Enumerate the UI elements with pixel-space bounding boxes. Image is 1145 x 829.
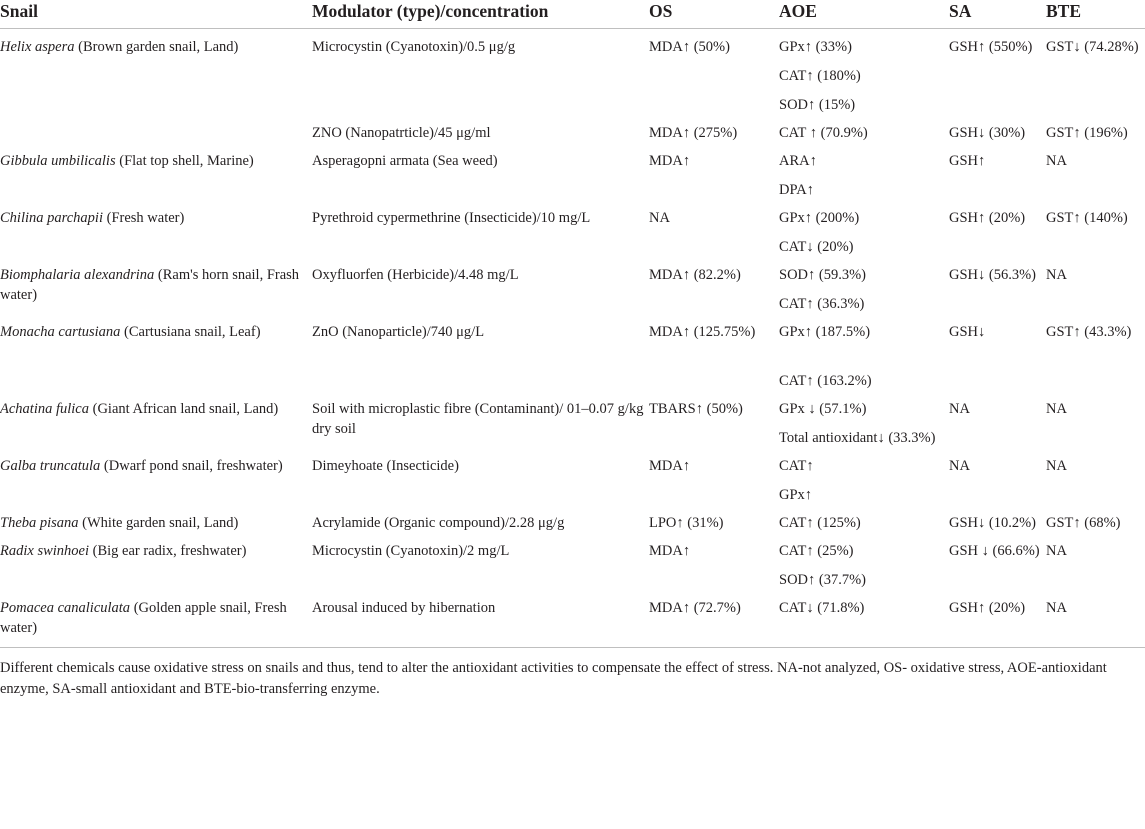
aoe-cell: GPx↑ [779,487,813,503]
snail-common-name: (Big ear radix, freshwater) [89,543,247,559]
table-row [0,533,1145,561]
header-snail: Snail [0,1,38,21]
sa-cell: GSH ↓ (66.6%) [949,543,1040,559]
aoe-cell: CAT↑ [779,458,814,474]
table-footnote: Different chemicals cause oxidative stress on snails and thus, tend to alter the antioxidant activities to compensate the effect of stress. NA-not analyzed, OS- oxidative stress, AOE-antioxidant enzyme, SA-small antioxidant and BTE-bio-transferring enzyme. [0,660,1107,697]
snail-scientific-name: Pomacea canaliculata [0,600,131,616]
modulator-cell: Soil with microplastic fibre (Contaminant)/ 01–0.07 g/kg dry soil [312,401,644,437]
bte-cell: GST↑ (43.3%) [1046,324,1132,340]
sa-cell: GSH↓ (30%) [949,125,1026,141]
snail-common-name: (White garden snail, Land) [78,515,239,531]
snail-common-name: (Dwarf pond snail, freshwater) [100,458,283,474]
sa-cell: GSH↓ (56.3%) [949,267,1036,283]
modulator-cell: ZNO (Nanopatrticle)/45 μg/ml [312,125,491,141]
table-body [0,29,1145,648]
bte-cell: GST↓ (74.28%) [1046,39,1139,55]
aoe-cell: DPA↑ [779,182,814,198]
aoe-cell: CAT↑ (25%) [779,543,854,559]
table-row [0,115,1145,143]
aoe-cell: CAT↑ (163.2%) [779,373,872,389]
header-os: OS [649,1,673,21]
os-cell: MDA↑ [649,543,691,559]
sa-cell: GSH↑ (550%) [949,39,1033,55]
snail-common-name: (Golden apple snail, Fresh water) [0,600,287,636]
snail-scientific-name: Biomphalaria alexandrina [0,267,155,283]
aoe-cell: CAT↑ (36.3%) [779,296,865,312]
os-cell: MDA↑ (50%) [649,39,730,55]
modulator-cell: Arousal induced by hibernation [312,600,496,616]
snail-scientific-name: Chilina parchapii [0,210,103,226]
sa-cell: GSH↑ (20%) [949,210,1026,226]
bte-cell: GST↑ (68%) [1046,515,1121,531]
aoe-cell: SOD↑ (37.7%) [779,572,866,588]
os-cell: MDA↑ (82.2%) [649,267,741,283]
snail-scientific-name: Achatina fulica [0,401,89,417]
bte-cell: NA [1046,401,1067,417]
sa-cell: GSH↓ [949,324,986,340]
header-row [0,0,1145,29]
bte-cell: GST↑ (196%) [1046,125,1128,141]
header-bte: BTE [1046,1,1082,21]
snail-scientific-name: Monacha cartusiana [0,324,121,340]
aoe-cell: CAT ↑ (70.9%) [779,125,868,141]
snail-cell [0,314,312,391]
table-row [0,448,1145,476]
modulator-cell: Oxyfluorfen (Herbicide)/4.48 mg/L [312,267,519,283]
snail-cell [0,505,312,533]
modulator-cell: Pyrethroid cypermethrine (Insecticide)/10 mg/L [312,210,591,226]
snail-common-name: (Cartusiana snail, Leaf) [120,324,261,340]
os-cell: MDA↑ [649,153,691,169]
bte-cell: NA [1046,267,1067,283]
header-modulator: Modulator (type)/concentration [312,1,549,21]
aoe-cell: GPx↑ (200%) [779,210,860,226]
aoe-cell: CAT↓ (20%) [779,239,854,255]
aoe-cell: CAT↑ (125%) [779,515,861,531]
modulator-cell: Asperagopni armata (Sea weed) [312,153,498,169]
bte-cell: NA [1046,458,1067,474]
aoe-cell: CAT↓ (71.8%) [779,600,865,616]
modulator-cell: Acrylamide (Organic compound)/2.28 μg/g [312,515,565,531]
table-header [0,0,1145,29]
bte-cell: NA [1046,153,1067,169]
os-cell: TBARS↑ (50%) [649,401,743,417]
snail-cell [0,533,312,590]
os-cell: MDA↑ (275%) [649,125,738,141]
snail-common-name: (Fresh water) [102,210,185,226]
snail-cell [0,29,312,116]
aoe-cell: GPx ↓ (57.1%) [779,401,867,417]
modulator-cell: Microcystin (Cyanotoxin)/0.5 μg/g [312,39,516,55]
snail-scientific-name: Gibbula umbilicalis [0,153,116,169]
aoe-cell: GPx↑ (33%) [779,39,852,55]
table-row [0,314,1145,362]
modulator-cell: ZnO (Nanoparticle)/740 μg/L [312,324,485,340]
snail-common-name: (Brown garden snail, Land) [74,39,239,55]
bte-cell: GST↑ (140%) [1046,210,1128,226]
os-cell: MDA↑ [649,458,691,474]
aoe-cell: SOD↑ (59.3%) [779,267,866,283]
header-sa: SA [949,1,972,21]
snail-scientific-name: Theba pisana [0,515,79,531]
modulator-cell: Dimeyhoate (Insecticide) [312,458,459,474]
snail-cell [0,590,312,648]
snail-cell [0,391,312,448]
snail-cell [0,143,312,200]
snail-scientific-name: Radix swinhoei [0,543,90,559]
modulator-cell: Microcystin (Cyanotoxin)/2 mg/L [312,543,510,559]
os-cell: MDA↑ (72.7%) [649,600,741,616]
bte-cell: NA [1046,600,1067,616]
sa-cell: GSH↓ (10.2%) [949,515,1036,531]
snail-common-name: (Giant African land snail, Land) [89,401,279,417]
table-row [0,29,1145,58]
snail-common-name: (Ram's horn snail, Frash water) [0,267,300,303]
table-row [0,200,1145,228]
bte-cell: NA [1046,543,1067,559]
sa-cell: NA [949,458,970,474]
sa-cell: GSH↑ (20%) [949,600,1026,616]
snail-cell [0,115,312,143]
aoe-cell: CAT↑ (180%) [779,68,861,84]
table-row [0,391,1145,419]
snail-scientific-name: Galba truncatula [0,458,101,474]
sa-cell: NA [949,401,970,417]
table-row [0,143,1145,171]
table-row [0,505,1145,533]
aoe-cell: ARA↑ [779,153,817,169]
header-aoe: AOE [779,1,817,21]
table-row [0,590,1145,648]
snail-cell [0,257,312,314]
os-cell: NA [649,210,670,226]
aoe-cell: GPx↑ (187.5%) [779,324,871,340]
os-cell: LPO↑ (31%) [649,515,724,531]
snail-scientific-name: Helix aspera [0,39,75,55]
aoe-cell: Total antioxidant↓ (33.3%) [779,430,936,446]
os-cell: MDA↑ (125.75%) [649,324,756,340]
snail-cell [0,200,312,257]
snail-common-name: (Flat top shell, Marine) [115,153,254,169]
snail-cell [0,448,312,505]
table-row [0,257,1145,285]
sa-cell: GSH↑ [949,153,986,169]
aoe-cell: SOD↑ (15%) [779,97,856,113]
